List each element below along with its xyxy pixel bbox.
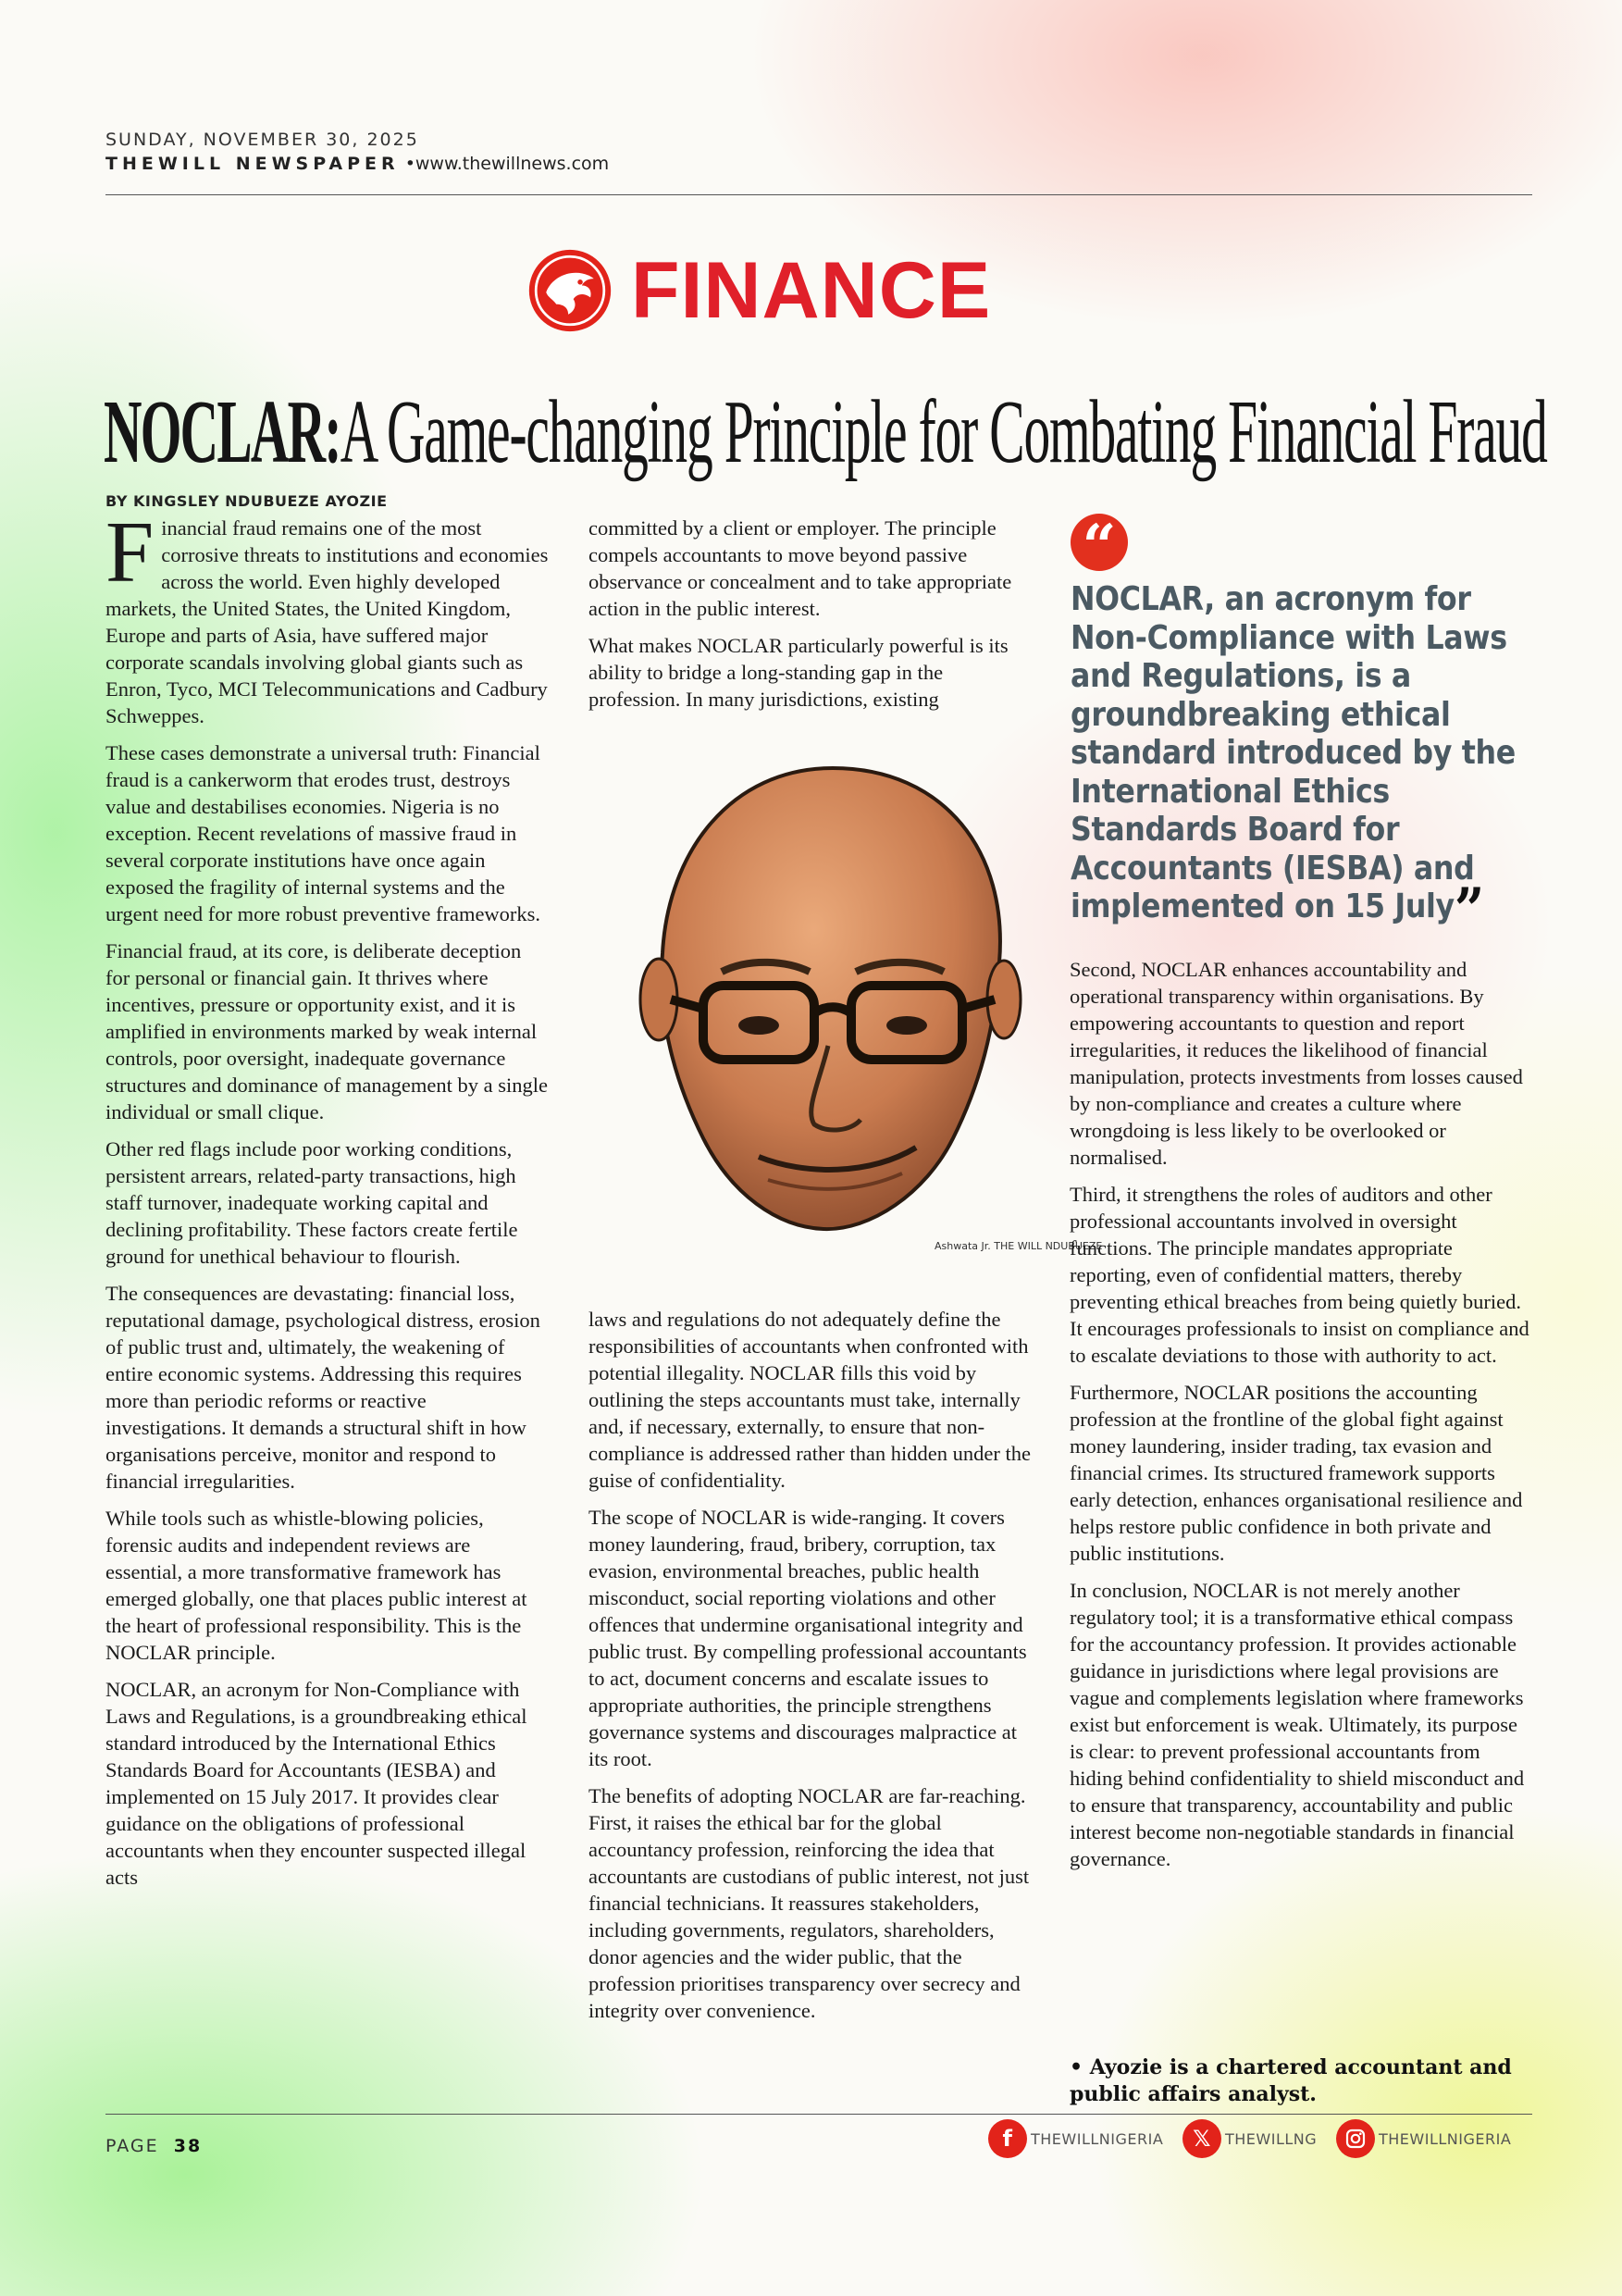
paragraph: Second, NOCLAR enhances accountability and operational transparency within organisations. By empowering accountants to question and report irregularities, it reduces the likelihood of financial manipulation, protects investments from losses caused by non-compliance and creates a culture where wrongdoing is less likely to be overlooked or normalised.: [1070, 958, 1523, 1169]
paragraph: NOCLAR, an acronym for Non-Compliance with Laws and Regulations, is a groundbreaking ethical standard introduced by the International Ethics Standards Board for Accountants (IESBA) and implemented on 15 July 2017. It provides clear guidance on the obligations of professional accountants when they encounter suspected illegal acts: [105, 1678, 527, 1889]
page-footer: [105, 2136, 202, 2156]
paragraph: These cases demonstrate a universal truth: Financial fraud is a cankerworm that erodes trust, destroys value and destabilises economies. Nigeria is no exception. Recent revelations of massive fraud in several corporate institutions have once again exposed the fragility of internal systems and the urgent need for more robust preventive frameworks.: [105, 741, 541, 925]
paragraph: laws and regulations do not adequately define the responsibilities of accountants when confronted with potential illegality. NOCLAR fills this void by outlining the steps accountants must take, internally and, if necessary, externally, to ensure that non-compliance is addressed rather than hidden under the guise of confidentiality.: [588, 1308, 1031, 1492]
paragraph: While tools such as whistle-blowing policies, forensic audits and independent reviews are essential, a more transformative framework has emerged globally, one that places public interest at the heart of professional responsibility. This is the NOCLAR principle.: [105, 1507, 527, 1664]
issue-date: SUNDAY, NOVEMBER 30, 2025: [105, 130, 419, 150]
header-divider: [105, 194, 1532, 195]
paragraph: Furthermore, NOCLAR positions the accounting profession at the frontline of the global fight against money laundering, insider trading, tax evasion and financial crimes. Its structured framework supports early detection, enhances organisational resilience and helps restore public confidence in both private and public institutions.: [1070, 1381, 1523, 1565]
headline-keyword: NOCLAR:: [104, 382, 340, 482]
byline: BY KINGSLEY NDUBUEZE AYOZIE: [105, 492, 388, 510]
author-note: • Ayozie is a chartered accountant and public affairs analyst.: [1070, 2055, 1512, 2106]
illustration-signature: Ashwata Jr. THE WILL NDUBUEZE: [935, 1240, 1103, 1252]
website-link[interactable]: •www.thewillnews.com: [404, 154, 610, 174]
social-facebook[interactable]: [988, 2119, 1163, 2158]
section-label: FINANCE: [631, 246, 992, 335]
column-3: [1070, 956, 1532, 1882]
masthead: [105, 130, 609, 174]
paragraph: The scope of NOCLAR is wide-ranging. It covers money laundering, fraud, bribery, corruption, tax evasion, environmental breaches, public health misconduct, social reporting violations and other offences that undermine organisational integrity and public trust. By compelling professional accountants to act, document concerns and escalate issues to appropriate authorities, the principle strengthens governance systems and discourages malpractice at its root.: [588, 1506, 1027, 1770]
paragraph: What makes NOCLAR particularly powerful is its ability to bridge a long-standing gap in the profession. In many jurisdictions, existing: [588, 634, 1009, 711]
pull-quote: [1071, 512, 1533, 945]
paragraph: Financial fraud remains one of the most corrosive threats to institutions and economies across the world. Even highly developed markets, the United States, the United Kingdom, Europe and parts of Asia, have suffered major corporate scandals involving global giants such as Enron, Tyco, MCI Telecommunications and Cadbury Schweppes.: [105, 504, 549, 727]
x-icon: 𝕏: [1182, 2119, 1221, 2158]
paragraph: Financial fraud, at its core, is deliberate deception for personal or financial gain. It thrives where incentives, pressure or opportunity exist, and it is amplified in environments marked by weak internal controls, poor oversight, inadequate governance structures and dominance of management by a single individual or small clique.: [105, 939, 548, 1123]
quote-close-icon: ”: [1454, 875, 1484, 945]
page-number: 38: [173, 2136, 203, 2156]
paragraph: committed by a client or employer. The principle compels accountants to move beyond passive observance or concealment and to take appropriate action in the public interest.: [588, 516, 1012, 620]
quote-open-icon: “: [1071, 514, 1128, 571]
paragraph: In conclusion, NOCLAR is not merely another regulatory tool; it is a transformative ethical compass for the accountancy profession. It provides actionable guidance in jurisdictions where legal provisions are vague and complements legislation where frameworks exist but enforcement is weak. Ultimately, its purpose is clear: to prevent professional accountants from hiding behind confidentiality to shield misconduct and to ensure that transparency, accountability and public interest become non-negotiable standards in financial governance.: [1070, 1579, 1525, 1870]
social-instagram[interactable]: [1336, 2119, 1511, 2158]
drop-cap: F: [105, 504, 155, 601]
pull-quote-text: NOCLAR, an acronym for Non-Compliance with Laws and Regulations, is a groundbreaking ethical standard introduced by the International Ethics Standards Board for Accountants (IESBA) and implemented on 15 July: [1071, 580, 1516, 925]
paper-name: THEWILL NEWSPAPER: [105, 154, 400, 174]
paragraph: Other red flags include poor working conditions, persistent arrears, related-party transactions, high staff turnover, inadequate working capital and declining profitability. These factors create fertile ground for unethical behaviour to flourish.: [105, 1137, 518, 1268]
paragraph: The benefits of adopting NOCLAR are far-reaching. First, it raises the ethical bar for the global accountancy profession, reinforcing the idea that accountants are custodians of public interest, not just financial technicians. It reassures stakeholders, including governments, regulators, shareholders, donor agencies and the wider public, that the profession prioritises transparency over secrecy and integrity over convenience.: [588, 1784, 1030, 2022]
column-2-bottom: [588, 1306, 1035, 2034]
social-handle: THEWILLNG: [1225, 2129, 1318, 2148]
footer-divider: [105, 2114, 1532, 2115]
section-title: [527, 248, 991, 333]
social-x[interactable]: [1182, 2119, 1317, 2158]
page-label: PAGE: [105, 2136, 159, 2156]
social-handle: THEWILLNIGERIA: [1379, 2129, 1512, 2148]
eagle-logo-icon: [527, 248, 613, 333]
author-caricature-illustration: [629, 750, 1103, 1268]
facebook-icon: f: [988, 2119, 1027, 2158]
column-1: [105, 504, 550, 1901]
paragraph: Third, it strengthens the roles of auditors and other professional accountants involved in oversight functions. The principle mandates appropriate reporting, even of confidential matters, thereby preventing ethical breaches from being quietly buried. It encourages professionals to insist on compliance and to escalate deviations to those with authority to act.: [1070, 1183, 1529, 1367]
instagram-icon: [1336, 2119, 1375, 2158]
headline-text: A Game-changing Principle for Combating Financial Fraud: [340, 382, 1547, 482]
article-headline: [104, 382, 1547, 482]
column-2-top: [588, 515, 1035, 723]
social-handle: THEWILLNIGERIA: [1031, 2129, 1164, 2148]
paragraph: The consequences are devastating: financial loss, reputational damage, psychological distress, erosion of public trust and, ultimately, the weakening of entire economic systems. Addressing this requires more than periodic reforms or reactive investigations. It demands a structural shift in how organisations perceive, monitor and respond to financial irregularities.: [105, 1282, 540, 1493]
